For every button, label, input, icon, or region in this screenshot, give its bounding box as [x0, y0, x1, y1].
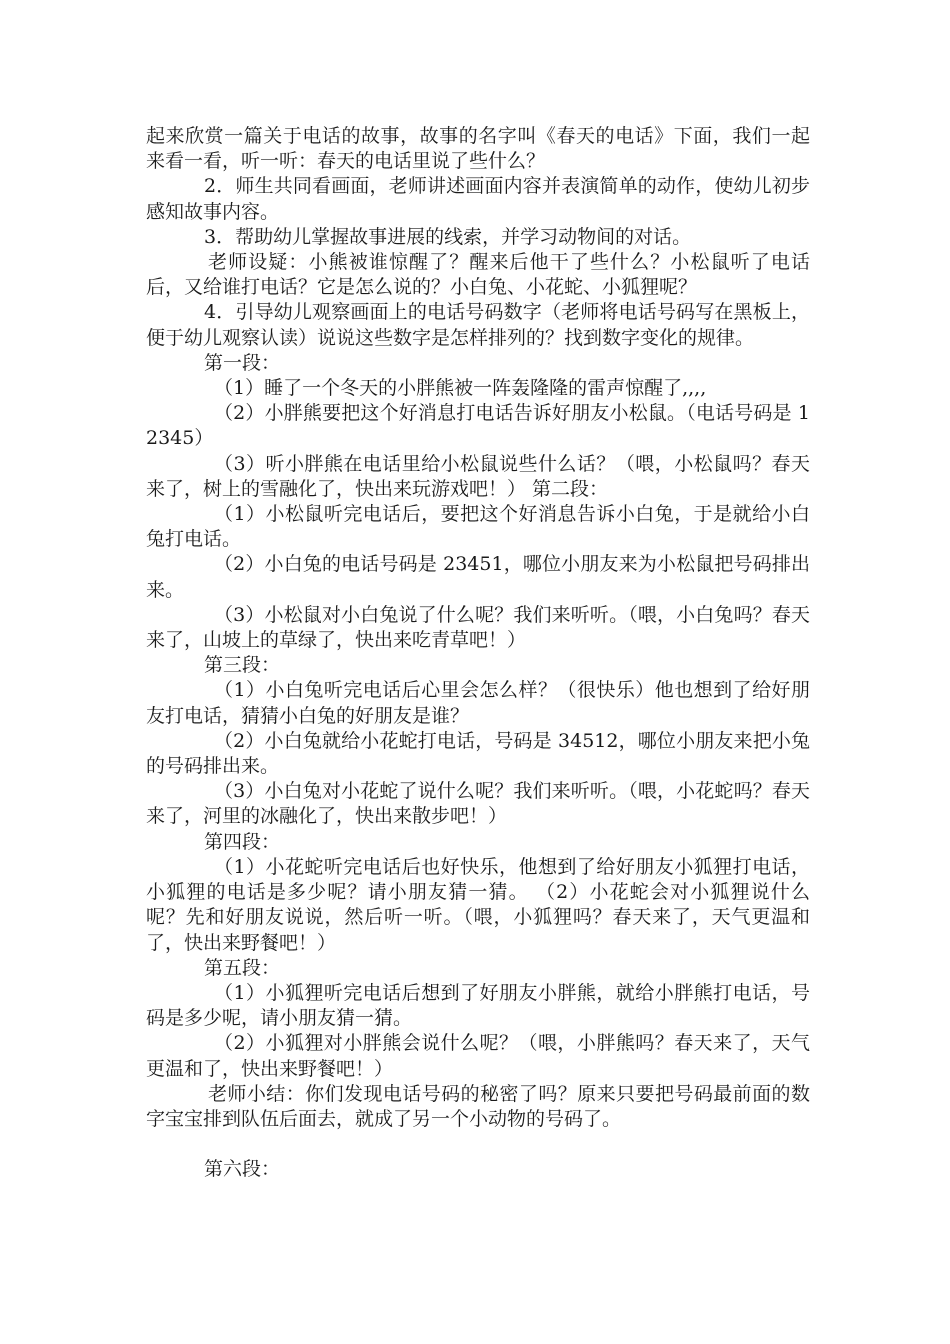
paragraph: （2）小白兔就给小花蛇打电话，号码是 34512，哪位小朋友来把小兔的号码排出来。 — [146, 729, 810, 778]
document-body — [146, 124, 810, 1182]
section-heading: 第三段： — [204, 654, 281, 677]
section-heading: 第六段： — [204, 1158, 281, 1181]
paragraph: （1）小白兔听完电话后心里会怎么样？（很快乐）他也想到了给好朋友打电话，猜猜小白兔的好朋友是谁？ — [146, 679, 810, 727]
paragraph: （1）小松鼠听完电话后，要把这个好消息告诉小白兔，于是就给小白兔打电话。 — [146, 503, 810, 551]
paragraph: 老师设疑：小熊被谁惊醒了？醒来后他干了些什么？小松鼠听了电话后，又给谁打电话？它是怎么说的？小白兔、小花蛇、小狐狸呢？ — [146, 251, 810, 299]
paragraph: （2）小胖熊要把这个好消息打电话告诉好朋友小松鼠。（电话号码是 12345） — [146, 402, 810, 450]
paragraph: （3）小白兔对小花蛇了说什么呢？我们来听听。（喂，小花蛇吗？春天来了，河里的冰融化了，快出来散步吧！） — [146, 780, 810, 828]
paragraph: 3．帮助幼儿掌握故事进展的线索，并学习动物间的对话。 — [204, 225, 692, 248]
paragraph: （3）小松鼠对小白兔说了什么呢？我们来听听。（喂，小白兔吗？春天来了，山坡上的草绿了，快出来吃青草吧！） — [146, 603, 810, 652]
section-heading: 第一段： — [204, 351, 281, 374]
paragraph: 4．引导幼儿观察画面上的电话号码数字（老师将电话号码写在黑板上，便于幼儿观察认读）说说这些数字是怎样排列的？找到数字变化的规律。 — [146, 301, 810, 349]
paragraph: 起来欣赏一篇关于电话的故事，故事的名字叫《春天的电话》下面，我们一起来看一看，听一听：春天的电话里说了些什么？ — [146, 125, 810, 173]
paragraph: （1）小狐狸听完电话后想到了好朋友小胖熊，就给小胖熊打电话，号码是多少呢，请小朋友猜一猜。 — [146, 981, 810, 1030]
paragraph: （2）小狐狸对小胖熊会说什么呢？（喂，小胖熊吗？春天来了，天气更温和了，快出来野餐吧！） — [146, 1032, 810, 1080]
section-heading: 第四段： — [204, 830, 281, 853]
paragraph: （2）小白兔的电话号码是 23451，哪位小朋友来为小松鼠把号码排出来。 — [146, 553, 810, 601]
paragraph: （3）听小胖熊在电话里给小松鼠说些什么话？（喂，小松鼠吗？春天来了，树上的雪融化了，快出来玩游戏吧！） 第二段： — [146, 452, 810, 500]
paragraph: 2．师生共同看画面，老师讲述画面内容并表演简单的动作，使幼儿初步感知故事内容。 — [146, 175, 810, 223]
summary-paragraph: 老师小结：你们发现电话号码的秘密了吗？原来只要把号码最前面的数字宝宝排到队伍后面去，就成了另一个小动物的号码了。 — [146, 1082, 810, 1130]
paragraph: （1）睡了一个冬天的小胖熊被一阵轰隆隆的雷声惊醒了,,,, — [214, 377, 707, 400]
section-heading: 第五段： — [204, 956, 281, 979]
paragraph: （1）小花蛇听完电话后也好快乐，他想到了给好朋友小狐狸打电话，小狐狸的电话是多少呢？请小朋友猜一猜。 （2）小花蛇会对小狐狸说什么呢？先和好朋友说说，然后听一听。（喂，小狐狸吗？春天来了，天气更温和了，快出来野餐吧！） — [146, 855, 810, 954]
